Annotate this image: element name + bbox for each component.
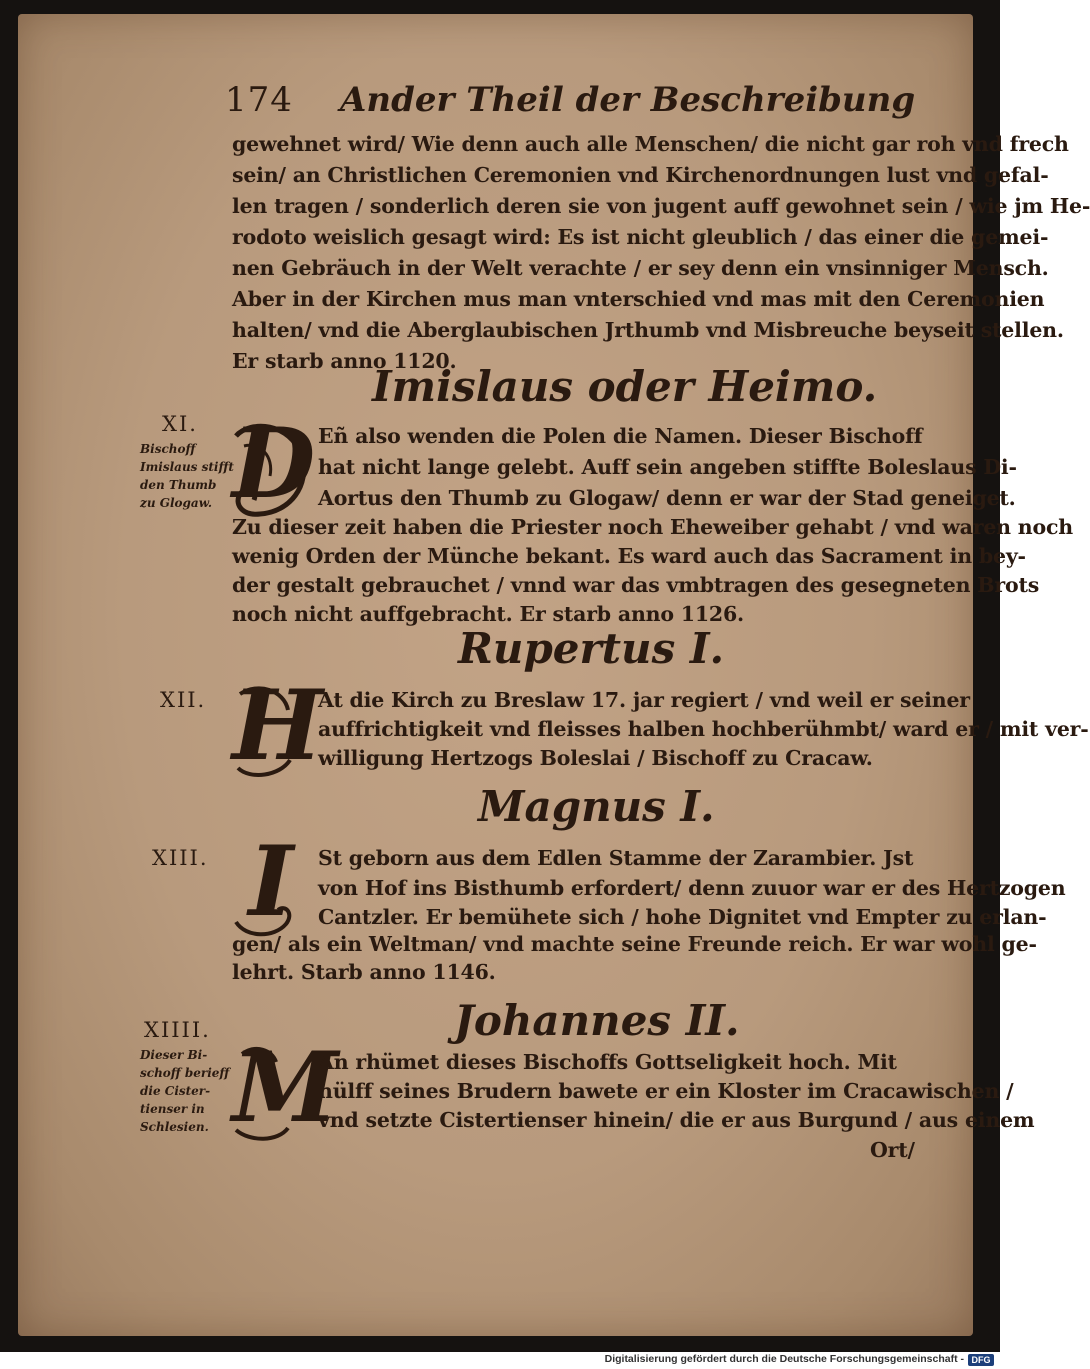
text-line: len tragen / sonderlich deren sie von jugent auff gewohnet sein / wie jm He- [232,194,1090,218]
margin-note-line: Bischoff [140,442,196,456]
text-line: wenig Orden der Münche bekant. Es ward auch das Sacrament in bey- [232,544,1026,568]
text-line: lehrt. Starb anno 1146. [232,960,496,984]
text-line: vnd setzte Cistertienser hinein/ die er aus Burgund / aus einem [318,1108,1035,1132]
section-title: Magnus I. [478,782,715,831]
dropcap-letter: H [232,669,323,782]
section-number: XIII. [152,846,209,870]
margin-note-line: den Thumb [140,478,217,492]
footer-credit: Digitalisierung gefördert durch die Deutsche Forschungsgemeinschaft - [604,1353,964,1365]
margin-note-line: schoff berieff [140,1066,230,1080]
text-line: hat nicht lange gelebt. Auff sein angeben stiffte Boleslaus Di- [318,455,1017,479]
text-line: gewehnet wird/ Wie denn auch alle Menschen/ die nicht gar roh vnd frech [232,132,1069,156]
margin-note-line: Imislaus stifft [140,460,234,474]
section-title: Rupertus I. [458,624,725,673]
text-line: willigung Hertzogs Boleslai / Bischoff zu Cracaw. [318,746,873,770]
dropcap-letter: D [232,407,316,520]
section-title: Imislaus oder Heimo. [372,362,878,411]
text-line: Aber in der Kirchen mus man vnterschied vnd mas mit den Ceremonien [232,287,1045,311]
section-number: XIIII. [144,1018,211,1042]
margin-note-line: die Cister- [140,1084,211,1098]
text-line: Zu dieser zeit haben die Priester noch Eheweiber gehabt / vnd waren noch [232,515,1073,539]
text-line: Aortus den Thumb zu Glogaw/ denn er war der Stad geneiget. [318,486,1016,510]
margin-note [140,1046,229,1136]
text-line: gen/ als ein Weltman/ vnd machte seine Freunde reich. Er war wohl ge- [232,932,1037,956]
running-head: Ander Theil der Beschreibung [340,80,916,120]
text-line: nen Gebräuch in der Welt verachte / er sey denn ein vnsinniger Mensch. [232,256,1049,280]
text-line: auffrichtigkeit vnd fleisses halben hochberühmbt/ ward er / mit ver- [318,717,1089,741]
section-title: Johannes II. [454,996,740,1045]
text-line: halten/ vnd die Aberglaubischen Jrthumb vnd Misbreuche beyseit stellen. [232,318,1064,342]
dropcap-letter: M [232,1031,339,1144]
text-line: Eñ also wenden die Polen die Namen. Dieser Bischoff [318,424,923,448]
text-line: At die Kirch zu Breslaw 17. jar regiert / vnd weil er seiner [318,688,970,712]
dfg-logo-badge: DFG [968,1354,994,1366]
text-line: St geborn aus dem Edlen Stamme der Zarambier. Jst [318,846,914,870]
dropcap-letter: I [248,825,294,938]
page-number: 174 [225,80,293,120]
margin-note [140,440,234,512]
margin-note-line: Dieser Bi- [140,1048,208,1062]
text-line: An rhümet dieses Bischoffs Gottseligkeit hoch. Mit [318,1050,897,1074]
catchword: Ort/ [870,1138,915,1162]
text-line: von Hof ins Bisthumb erfordert/ denn zuuor war er des Hertzogen [318,876,1066,900]
margin-note-line: zu Glogaw. [140,496,212,510]
section-number: XI. [162,412,198,436]
text-line: hülff seines Brudern bawete er ein Kloster im Cracawischen / [318,1079,1014,1103]
text-line: Cantzler. Er bemühete sich / hohe Dignitet vnd Empter zu erlan- [318,905,1047,929]
text-line: der gestalt gebrauchet / vnnd war das vmbtragen des gesegneten Brots [232,573,1040,597]
margin-note-line: Schlesien. [140,1120,209,1134]
text-line: noch nicht auffgebracht. Er starb anno 1126. [232,602,744,626]
section-number: XII. [160,688,207,712]
text-line: Er starb anno 1120. [232,349,457,373]
text-line: rodoto weislich gesagt wird: Es ist nicht gleublich / das einer die gemei- [232,225,1049,249]
text-line: sein/ an Christlichen Ceremonien vnd Kirchenordnungen lust vnd gefal- [232,163,1049,187]
margin-note-line: tienser in [140,1102,205,1116]
